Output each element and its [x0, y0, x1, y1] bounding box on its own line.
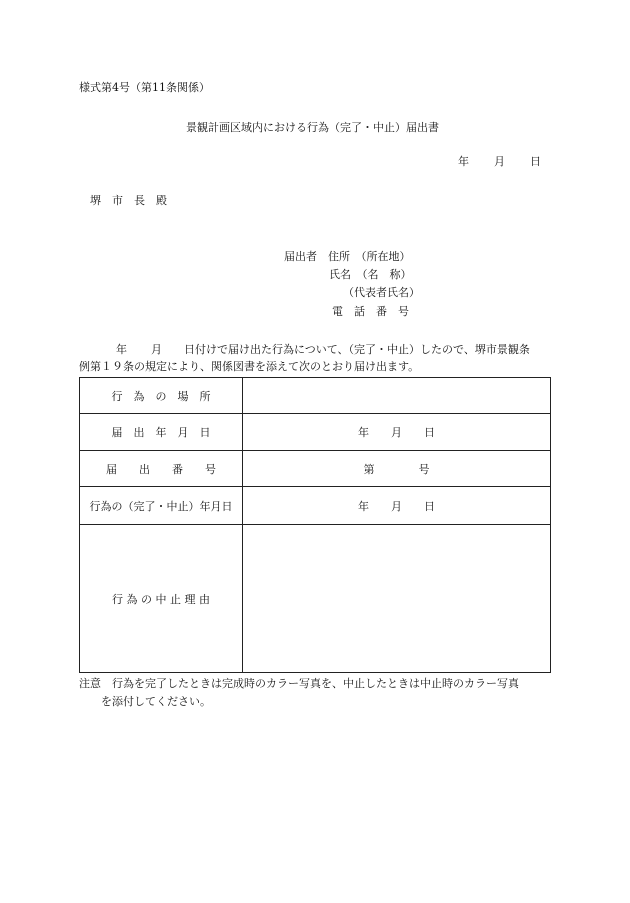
date-day-label: 日 — [530, 155, 541, 168]
row-value: 第 号 — [243, 451, 551, 487]
row-value: 年 月 日 — [243, 414, 551, 451]
table-row-notification-date — [80, 414, 551, 451]
form-title: 景観計画区域内における行為（完了・中止）届出書 — [186, 121, 439, 134]
table-row-notification-number — [80, 451, 551, 487]
row-label: 届 出 番 号 — [80, 451, 243, 487]
body-line2: 例第１９条の規定により、関係図書を添えて次のとおり届け出ます。 — [79, 360, 420, 373]
row-value — [243, 378, 551, 414]
body-year: 年 — [116, 343, 127, 356]
row-label: 行 為 の 中 止 理 由 — [80, 525, 243, 673]
row-label: 行為の（完了・中止）年月日 — [80, 487, 243, 525]
body-month: 月 — [151, 343, 162, 356]
form-number: 様式第4号（第11条関係） — [79, 81, 210, 94]
note-line1: 注意 行為を完了したときは完成時のカラー写真を、中止したときは中止時のカラー写真 — [79, 677, 519, 690]
body-line1: 日付けで届け出た行為について、（完了・中止）したので、堺市景観条 — [184, 343, 530, 356]
date-year-label: 年 — [458, 155, 469, 168]
table-row-location — [80, 378, 551, 414]
applicant-name-label: 氏名 （名 称） — [329, 268, 412, 281]
addressee: 堺 市 長 殿 — [90, 194, 167, 207]
applicant-address-label: 届出者 住所 （所在地） — [284, 250, 411, 263]
row-label: 行 為 の 場 所 — [80, 378, 243, 414]
table-row-cancel-reason — [80, 525, 551, 673]
row-value — [243, 525, 551, 673]
table-row-completion-date — [80, 487, 551, 525]
note-line2: を添付してください。 — [101, 695, 211, 708]
row-label: 届 出 年 月 日 — [80, 414, 243, 451]
form-table — [79, 377, 551, 673]
applicant-phone-label: 電 話 番 号 — [332, 305, 409, 318]
row-value: 年 月 日 — [243, 487, 551, 525]
applicant-representative-label: （代表者氏名） — [343, 286, 420, 299]
date-month-label: 月 — [494, 155, 505, 168]
